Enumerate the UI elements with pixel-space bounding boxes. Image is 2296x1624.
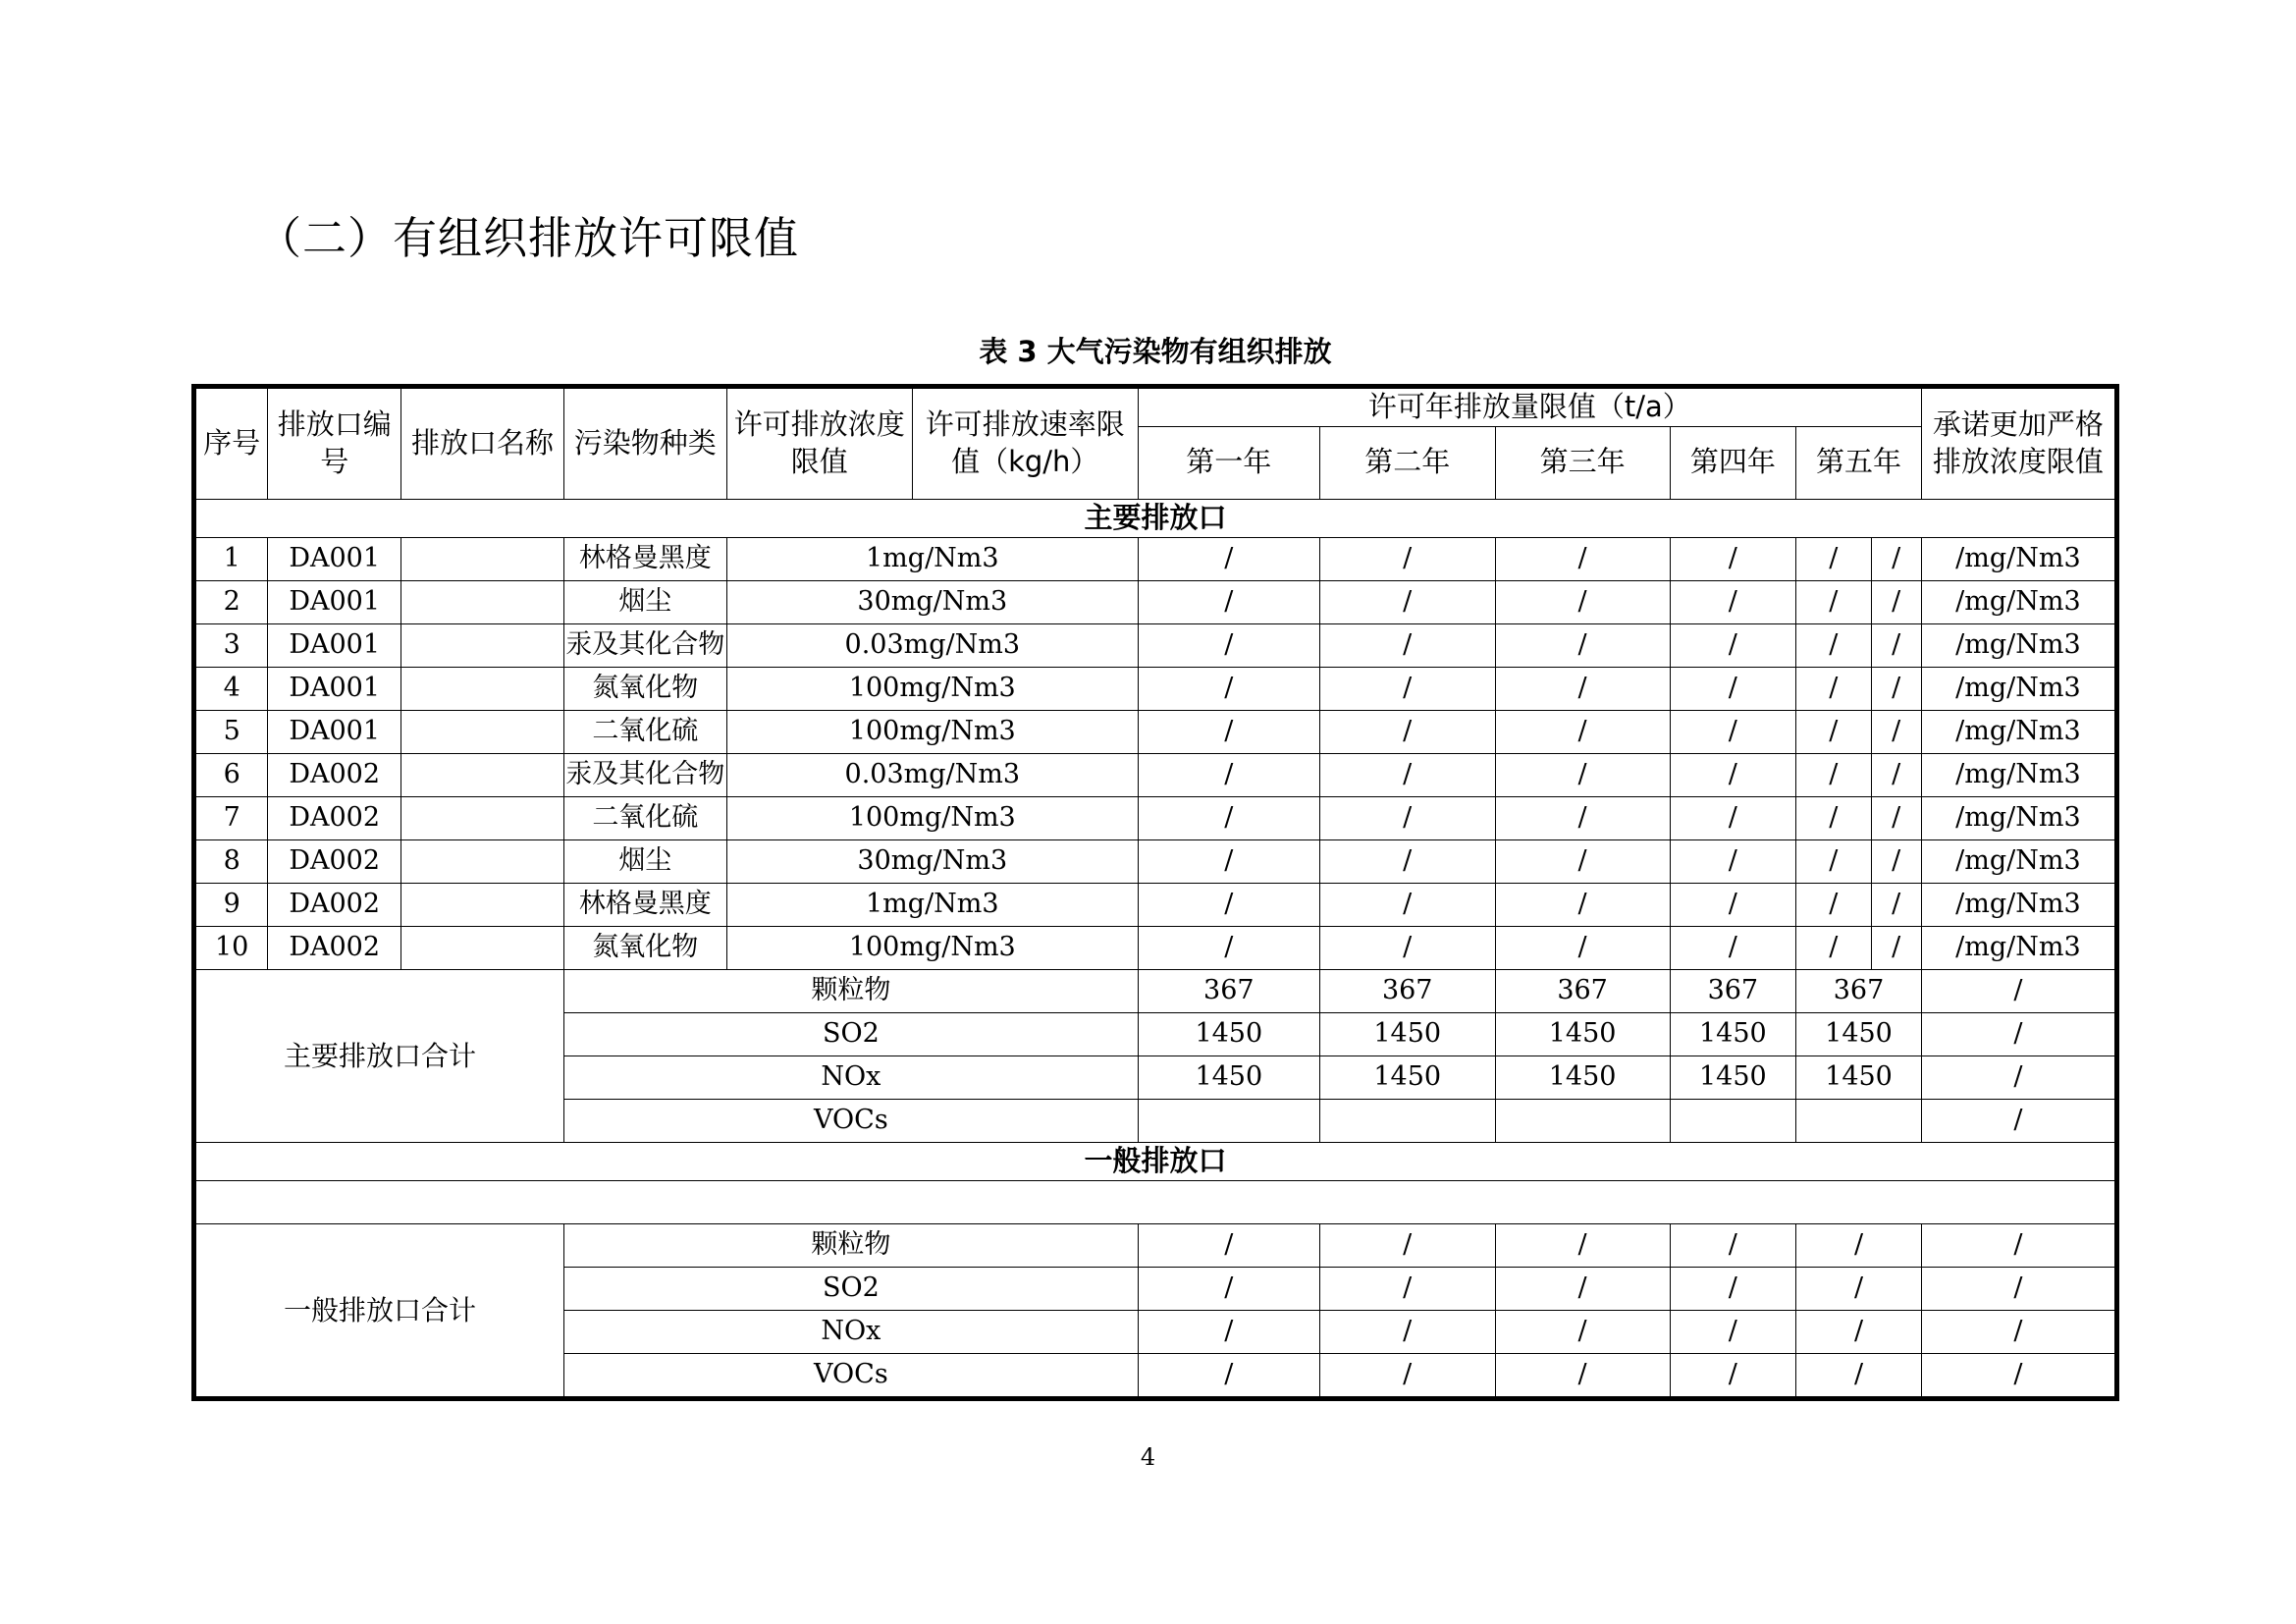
cell-commit-limit: /mg/Nm3 [1921,796,2114,839]
cell-total-commit: / [1921,1012,2114,1056]
cell-total-commit: / [1921,1310,2114,1353]
cell-total-year1: 367 [1138,969,1319,1012]
cell-year1: / [1319,753,1495,796]
cell-year3: / [1670,796,1796,839]
cell-seq: 2 [196,580,268,623]
section-general-outlets: 一般排放口 [196,1142,2115,1180]
col-header-outlet-code: 排放口编号 [268,389,401,500]
col-header-seq: 序号 [196,389,268,500]
cell-total-year4: / [1670,1353,1796,1396]
table-row [196,623,2115,667]
cell-conc-limit: 100mg/Nm3 [726,796,1138,839]
cell-pollutant: 二氧化硫 [563,710,726,753]
cell-commit-limit: /mg/Nm3 [1921,710,2114,753]
cell-conc-limit: 1mg/Nm3 [726,883,1138,926]
cell-year4: / [1796,883,1871,926]
cell-outlet-name [401,580,564,623]
col-header-conc-limit: 许可排放浓度限值 [726,389,912,500]
cell-total-commit: / [1921,1056,2114,1099]
cell-total-commit: / [1921,1353,2114,1396]
cell-total-year1: 1450 [1138,1056,1319,1099]
cell-pollutant: 二氧化硫 [563,796,726,839]
cell-seq: 3 [196,623,268,667]
cell-total-year1: 1450 [1138,1012,1319,1056]
cell-outlet-code: DA001 [268,667,401,710]
cell-total-pollutant: NOx [563,1056,1138,1099]
emission-table-frame [191,384,2119,1401]
cell-year1: / [1319,537,1495,580]
cell-total-year3 [1495,1099,1670,1142]
cell-year1: / [1319,667,1495,710]
cell-outlet-name [401,537,564,580]
cell-pollutant: 氮氧化物 [563,926,726,969]
cell-seq: 10 [196,926,268,969]
cell-year5: / [1871,926,1921,969]
cell-year5: / [1871,580,1921,623]
cell-outlet-name [401,839,564,883]
cell-rate-limit: / [1138,839,1319,883]
cell-year4: / [1796,580,1871,623]
cell-rate-limit: / [1138,667,1319,710]
cell-year3: / [1670,667,1796,710]
section-main-outlets: 主要排放口 [196,499,2115,537]
cell-pollutant: 林格曼黑度 [563,537,726,580]
cell-rate-limit: / [1138,710,1319,753]
cell-year1: / [1319,883,1495,926]
table-row [196,839,2115,883]
cell-year3: / [1670,839,1796,883]
cell-year4: / [1796,926,1871,969]
cell-total-year2 [1319,1099,1495,1142]
cell-total-year5: 367 [1796,969,1922,1012]
cell-total-year2: / [1319,1267,1495,1310]
cell-total-year5: / [1796,1267,1922,1310]
cell-year2: / [1495,580,1670,623]
cell-outlet-name [401,926,564,969]
col-header-year1: 第一年 [1138,426,1319,499]
cell-rate-limit: / [1138,580,1319,623]
cell-year3: / [1670,926,1796,969]
cell-commit-limit: /mg/Nm3 [1921,753,2114,796]
cell-year1: / [1319,710,1495,753]
col-header-year3: 第三年 [1495,426,1670,499]
cell-commit-limit: /mg/Nm3 [1921,623,2114,667]
cell-outlet-name [401,883,564,926]
cell-total-year3: 1450 [1495,1012,1670,1056]
table-row [196,753,2115,796]
cell-conc-limit: 1mg/Nm3 [726,537,1138,580]
cell-year2: / [1495,537,1670,580]
cell-year1: / [1319,580,1495,623]
cell-total-pollutant: NOx [563,1310,1138,1353]
cell-year1: / [1319,796,1495,839]
cell-outlet-name [401,667,564,710]
cell-conc-limit: 30mg/Nm3 [726,839,1138,883]
cell-year4: / [1796,623,1871,667]
cell-outlet-code: DA001 [268,537,401,580]
cell-total-year3: / [1495,1310,1670,1353]
cell-total-commit: / [1921,1099,2114,1142]
cell-pollutant: 烟尘 [563,839,726,883]
cell-seq: 7 [196,796,268,839]
col-header-annual-limit: 许可年排放量限值（t/a） [1138,389,1921,427]
cell-commit-limit: /mg/Nm3 [1921,839,2114,883]
cell-total-year5: / [1796,1223,1922,1267]
cell-year2: / [1495,623,1670,667]
cell-year2: / [1495,839,1670,883]
cell-commit-limit: /mg/Nm3 [1921,537,2114,580]
cell-total-year4: 1450 [1670,1012,1796,1056]
cell-total-year4: / [1670,1310,1796,1353]
cell-total-year1: / [1138,1267,1319,1310]
cell-outlet-code: DA002 [268,753,401,796]
page-number: 4 [1140,1443,1156,1471]
col-header-commit-limit: 承诺更加严格排放浓度限值 [1921,389,2114,500]
col-header-pollutant: 污染物种类 [563,389,726,500]
table-row [196,537,2115,580]
cell-rate-limit: / [1138,926,1319,969]
cell-total-year5 [1796,1099,1922,1142]
table-row [196,796,2115,839]
cell-year3: / [1670,537,1796,580]
cell-total-year3: / [1495,1267,1670,1310]
cell-total-year4: / [1670,1223,1796,1267]
cell-year2: / [1495,710,1670,753]
cell-conc-limit: 0.03mg/Nm3 [726,623,1138,667]
col-header-rate-limit: 许可排放速率限值（kg/h） [912,389,1138,500]
cell-commit-limit: /mg/Nm3 [1921,667,2114,710]
table-caption: 表 3 大气污染物有组织排放 [979,335,1332,368]
cell-seq: 5 [196,710,268,753]
cell-total-pollutant: 颗粒物 [563,969,1138,1012]
cell-total-year3: 367 [1495,969,1670,1012]
cell-rate-limit: / [1138,753,1319,796]
cell-pollutant: 林格曼黑度 [563,883,726,926]
col-header-year2: 第二年 [1319,426,1495,499]
cell-total-commit: / [1921,1223,2114,1267]
cell-outlet-name [401,710,564,753]
cell-total-year5: / [1796,1310,1922,1353]
cell-year2: / [1495,926,1670,969]
cell-pollutant: 烟尘 [563,580,726,623]
table-row [196,580,2115,623]
cell-year5: / [1871,623,1921,667]
cell-total-pollutant: VOCs [563,1353,1138,1396]
col-header-year5: 第五年 [1796,426,1922,499]
cell-total-pollutant: SO2 [563,1012,1138,1056]
cell-year2: / [1495,883,1670,926]
cell-conc-limit: 0.03mg/Nm3 [726,753,1138,796]
cell-year3: / [1670,883,1796,926]
cell-year5: / [1871,796,1921,839]
cell-outlet-name [401,753,564,796]
cell-conc-limit: 100mg/Nm3 [726,926,1138,969]
main-outlet-rows [196,537,2115,969]
cell-total-year4: 367 [1670,969,1796,1012]
cell-commit-limit: /mg/Nm3 [1921,926,2114,969]
cell-outlet-code: DA002 [268,883,401,926]
cell-year3: / [1670,623,1796,667]
cell-year4: / [1796,839,1871,883]
cell-total-pollutant: 颗粒物 [563,1223,1138,1267]
cell-total-year2: / [1319,1310,1495,1353]
cell-seq: 4 [196,667,268,710]
cell-year4: / [1796,667,1871,710]
table-row [196,883,2115,926]
cell-total-year1 [1138,1099,1319,1142]
cell-total-commit: / [1921,1267,2114,1310]
col-header-year4: 第四年 [1670,426,1796,499]
cell-rate-limit: / [1138,623,1319,667]
col-header-outlet-name: 排放口名称 [401,389,564,500]
table-row [196,710,2115,753]
cell-total-year1: / [1138,1310,1319,1353]
cell-pollutant: 汞及其化合物 [563,623,726,667]
cell-seq: 6 [196,753,268,796]
cell-year5: / [1871,710,1921,753]
cell-total-year3: / [1495,1223,1670,1267]
table-row [196,926,2115,969]
cell-year4: / [1796,796,1871,839]
cell-total-year1: / [1138,1223,1319,1267]
cell-total-year4 [1670,1099,1796,1142]
cell-total-pollutant: SO2 [563,1267,1138,1310]
cell-year5: / [1871,667,1921,710]
cell-pollutant: 氮氧化物 [563,667,726,710]
cell-rate-limit: / [1138,883,1319,926]
cell-year3: / [1670,710,1796,753]
cell-year5: / [1871,883,1921,926]
cell-total-year3: / [1495,1353,1670,1396]
cell-rate-limit: / [1138,537,1319,580]
cell-outlet-code: DA001 [268,623,401,667]
cell-seq: 9 [196,883,268,926]
cell-total-year2: / [1319,1353,1495,1396]
cell-year1: / [1319,839,1495,883]
general-outlet-total-label: 一般排放口合计 [196,1223,564,1396]
cell-outlet-code: DA002 [268,839,401,883]
cell-year4: / [1796,753,1871,796]
total-row [196,1223,2115,1267]
emission-limits-table [195,388,2115,1397]
cell-total-year2: / [1319,1223,1495,1267]
cell-outlet-name [401,623,564,667]
cell-year1: / [1319,623,1495,667]
cell-total-year4: 1450 [1670,1056,1796,1099]
cell-conc-limit: 100mg/Nm3 [726,667,1138,710]
cell-year5: / [1871,839,1921,883]
cell-seq: 8 [196,839,268,883]
cell-outlet-code: DA002 [268,926,401,969]
main-outlet-totals [196,969,2115,1142]
cell-year3: / [1670,753,1796,796]
cell-year1: / [1319,926,1495,969]
cell-year3: / [1670,580,1796,623]
cell-year2: / [1495,796,1670,839]
cell-total-year3: 1450 [1495,1056,1670,1099]
main-outlet-total-label: 主要排放口合计 [196,969,564,1142]
cell-year2: / [1495,753,1670,796]
cell-total-year2: 1450 [1319,1056,1495,1099]
cell-total-year5: / [1796,1353,1922,1396]
cell-outlet-code: DA002 [268,796,401,839]
cell-commit-limit: /mg/Nm3 [1921,580,2114,623]
cell-seq: 1 [196,537,268,580]
cell-total-pollutant: VOCs [563,1099,1138,1142]
general-outlet-empty-row [196,1180,2115,1223]
cell-conc-limit: 30mg/Nm3 [726,580,1138,623]
cell-commit-limit: /mg/Nm3 [1921,883,2114,926]
cell-rate-limit: / [1138,796,1319,839]
cell-year2: / [1495,667,1670,710]
cell-year4: / [1796,710,1871,753]
cell-total-year5: 1450 [1796,1056,1922,1099]
cell-outlet-code: DA001 [268,580,401,623]
cell-total-year1: / [1138,1353,1319,1396]
table-row [196,667,2115,710]
total-row [196,969,2115,1012]
cell-outlet-code: DA001 [268,710,401,753]
cell-year5: / [1871,537,1921,580]
cell-total-year4: / [1670,1267,1796,1310]
cell-total-year5: 1450 [1796,1012,1922,1056]
cell-total-commit: / [1921,969,2114,1012]
general-outlet-totals [196,1223,2115,1396]
cell-conc-limit: 100mg/Nm3 [726,710,1138,753]
section-heading: （二）有组织排放许可限值 [257,212,800,264]
cell-year5: / [1871,753,1921,796]
cell-year4: / [1796,537,1871,580]
cell-total-year2: 1450 [1319,1012,1495,1056]
cell-outlet-name [401,796,564,839]
cell-total-year2: 367 [1319,969,1495,1012]
cell-pollutant: 汞及其化合物 [563,753,726,796]
